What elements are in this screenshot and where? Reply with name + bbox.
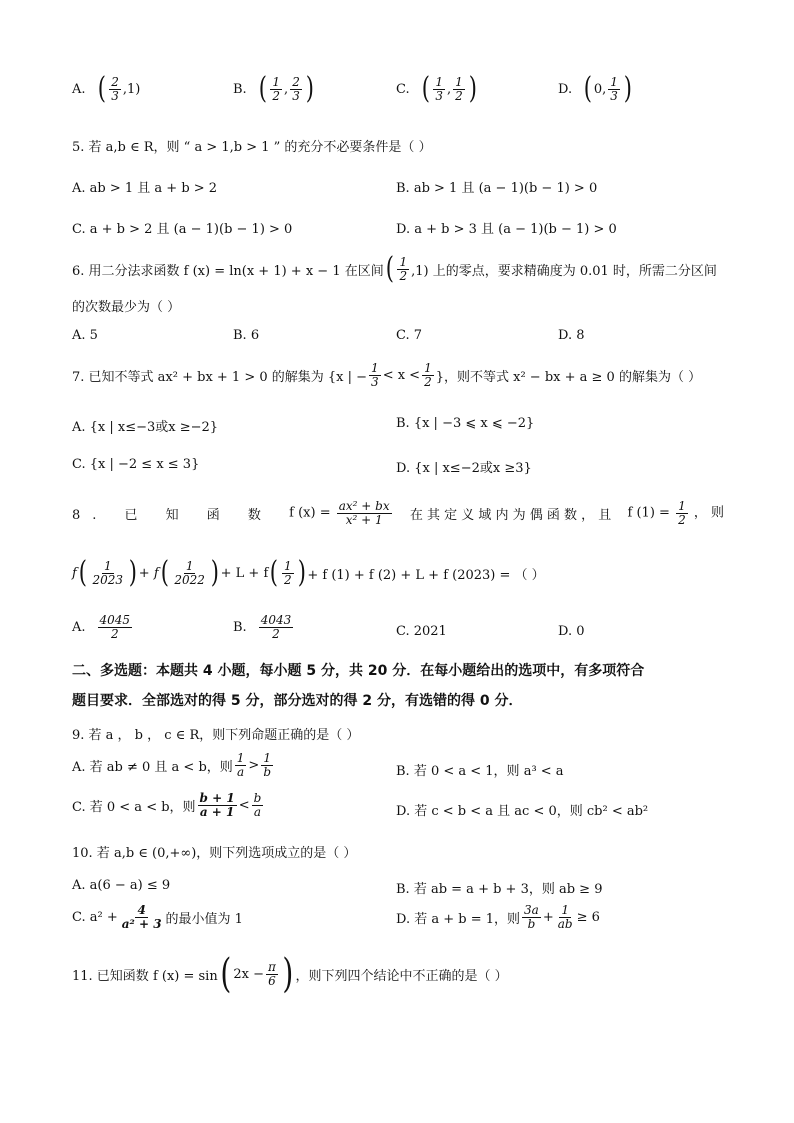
q10-option-a: A. a(6 − a) ≤ 9 — [72, 878, 171, 893]
q9-stem: 9. 若 a ， b ， c ∈ R，则下列命题正确的是（ ） — [72, 728, 360, 743]
q5-option-c: C. a + b > 2 且 (a − 1)(b − 1) > 0 — [72, 222, 293, 237]
q10-option-b: B. 若 ab = a + b + 3，则 ab ≥ 9 — [396, 882, 603, 897]
q5-option-d: D. a + b > 3 且 (a − 1)(b − 1) > 0 — [396, 222, 617, 237]
q5-stem: 5. 若 a,b ∈ R，则 “ a > 1,b > 1 ” 的充分不必要条件是（ ） — [72, 140, 432, 155]
section-heading-multi-choice-cont: 题目要求．全部选对的得 5 分，部分选对的得 2 分，有选错的得 0 分． — [72, 693, 523, 709]
q4-option-c: C. ( $\frac{1}{3}$ , $\frac{1}{2}$ ) — [396, 71, 477, 106]
q7-stem: 7. 已知不等式 ax² + bx + 1 > 0 的解集为 {x | − $\frac{1}{3}$ < x < $\frac{1}{2}$ }，则不等式 x² − bx + a ≥ 0 的解集为（ ） — [72, 361, 702, 389]
q8-option-b: B. $\frac{4043}{2}$ — [233, 613, 292, 641]
q5-option-a: A. ab > 1 且 a + b > 2 — [72, 181, 218, 196]
section-heading-multi-choice: 二、多选题：本题共 4 小题，每小题 5 分，共 20 分．在每小题给出的选项中，有多项符合 — [72, 663, 645, 679]
q9-option-c: C. 若 0 < a < b，则 $\frac{b + 1}{a + 1}$ < $\frac{b}{a}$ — [72, 791, 262, 819]
q8-stem: 8. 已 知 函 数 f (x) = $\frac{\text{ax² + bx}}{\text{x² + 1}}$ 在 其 定 义 域 内 为 偶 函 数 ， 且 f (1) = $\frac{1}{2}$ ， 则 — [72, 499, 724, 527]
q4-option-b: B. ( $\frac{1}{2}$ , $\frac{2}{3}$ ) — [233, 71, 314, 106]
q7-option-b: B. {x | −3 ⩽ x ⩽ −2} — [396, 416, 535, 431]
q11-stem: 11. 已知函数 f (x) = sin ( 2x − $\frac{\pi}{6}$ ) ，则下列四个结论中不正确的是（ ） — [72, 951, 508, 997]
q10-stem: 10. 若 a,b ∈ (0,+∞)，则下列选项成立的是（ ） — [72, 846, 357, 861]
q9-option-d: D. 若 c < b < a 且 ac < 0，则 cb² < ab² — [396, 804, 649, 819]
q8-option-a: A. $\frac{4045}{2}$ — [72, 613, 131, 641]
q8-option-d: D. 0 — [558, 624, 585, 639]
q7-option-d: D. {x | x≤−2或x ≥3} — [396, 461, 532, 476]
q5-option-b: B. ab > 1 且 (a − 1)(b − 1) > 0 — [396, 181, 598, 196]
q6-option-a: A. 5 — [72, 328, 98, 343]
q4-option-d: D. ( 0, $\frac{1}{3}$ ) — [558, 71, 632, 106]
q6-stem-cont: 的次数最少为（ ） — [72, 300, 181, 315]
q7-option-c: C. {x | −2 ≤ x ≤ 3} — [72, 457, 200, 472]
q7-option-a: A. {x | x≤−3或x ≥−2} — [72, 420, 219, 435]
q4-option-a: A. ( $\frac{2}{3}$ ,1) — [72, 71, 141, 106]
q10-option-d: D. 若 a + b = 1，则 $\frac{3a}{b}$ + $\frac{1}{ab}$ ≥ 6 — [396, 903, 600, 931]
q9-option-a: A. 若 ab ≠ 0 且 a < b，则 $\frac{1}{a}$ > $\frac{1}{b}$ — [72, 751, 272, 779]
q6-option-d: D. 8 — [558, 328, 585, 343]
fraction: $\frac{2}{3}$ — [111, 74, 119, 103]
q8-expression: f ( $\frac{1}{2023}$ ) + f ( $\frac{1}{2022}$ ) + L + f ( $\frac{1}{2}$ ) + f (1) + f (2) + L + f (2023) = （ ） — [72, 555, 545, 590]
q6-option-c: C. 7 — [396, 328, 423, 343]
q9-option-b: B. 若 0 < a < 1，则 a³ < a — [396, 764, 564, 779]
q6-stem: 6. 用二分法求函数 f (x) = ln(x + 1) + x − 1 在区间 ( $\frac{1}{2}$ ,1) 上的零点，要求精确度为 0.01 时，所需二分区间 — [72, 251, 717, 286]
q10-option-c: C. a² + $\frac{4}{\text{a² + 3}}$ 的最小值为 1 — [72, 903, 243, 931]
q8-option-c: C. 2021 — [396, 624, 447, 639]
q6-option-b: B. 6 — [233, 328, 260, 343]
